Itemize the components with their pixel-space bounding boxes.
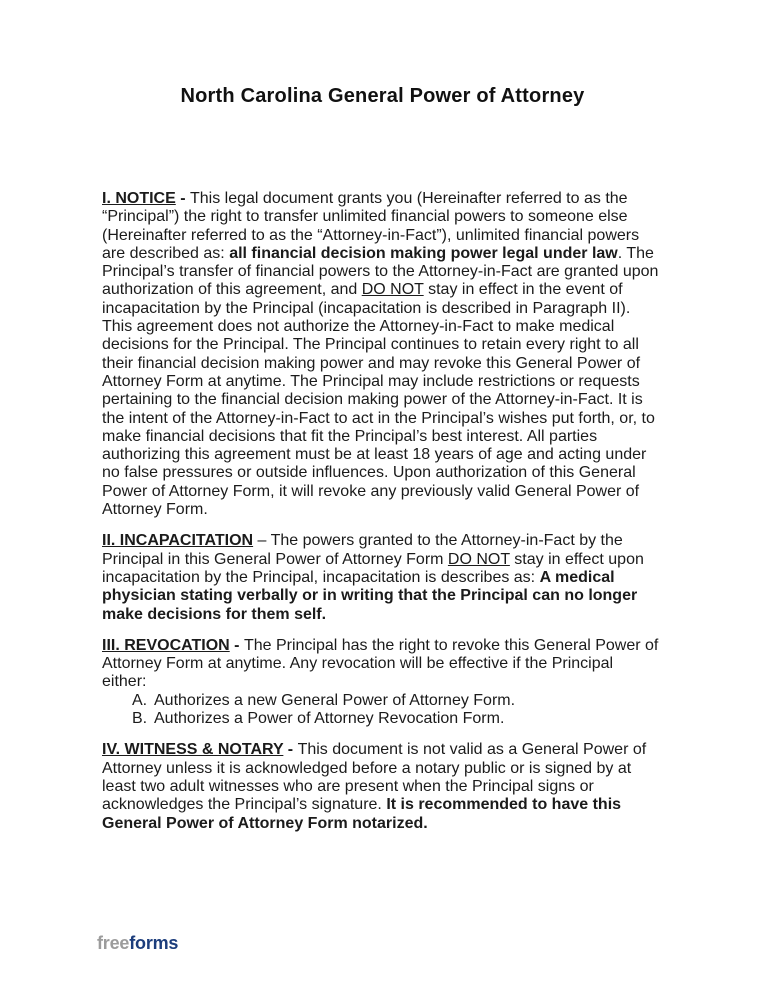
text-run: . The Principal’s transfer of financial powers to the Attorney-in-Fact are granted upon authorization of this agreement, and xyxy=(102,244,659,299)
list-item xyxy=(102,710,660,728)
text-run: IV. WITNESS & NOTARY xyxy=(102,741,284,759)
list-item-label: B. xyxy=(132,710,148,728)
revocation-options-list xyxy=(102,692,660,729)
text-run: III. REVOCATION xyxy=(102,636,230,654)
section-notice xyxy=(102,190,660,519)
section-revocation xyxy=(102,637,660,692)
text-run: This legal document grants you (Hereinafter referred to as the “Principal”) the right to transfer unlimited financial powers to someone else (Hereinafter referred to as the “Attorney-in-Fact”), unlimited financial powers are described as: xyxy=(102,190,640,262)
logo-forms-text: forms xyxy=(129,933,179,953)
text-run: – The powers granted to the Attorney-in-Fact by the Principal in this General Power of Attorney Form xyxy=(102,532,623,568)
text-run: II. INCAPACITATION xyxy=(102,532,254,550)
text-run: A medical physician stating verbally or in writing that the Principal can no longer make decisions for them self. xyxy=(102,568,638,623)
list-item-text: Authorizes a Power of Attorney Revocation Form. xyxy=(154,710,505,728)
document-body xyxy=(102,190,660,846)
section-witness-notary xyxy=(102,741,660,832)
text-run: This document is not valid as a General Power of Attorney unless it is acknowledged before a notary public or is signed by at least two adult witnesses who are present when the Principal signs or acknowledges the Principal’s signature. xyxy=(102,741,647,814)
section-incapacitation xyxy=(102,532,660,623)
text-run: - xyxy=(175,190,190,207)
text-run: DO NOT xyxy=(361,281,424,299)
list-item xyxy=(102,692,660,710)
text-run: stay in effect upon incapacitation by the Principal, incapacitation is describes as: xyxy=(102,550,644,586)
text-run: The Principal has the right to revoke this General Power of Attorney Form at anytime. Any revocation will be effective if the Principal either: xyxy=(102,636,659,691)
footer xyxy=(97,933,178,954)
text-run: It is recommended to have this General Power of Attorney Form notarized. xyxy=(102,796,622,832)
list-item-label: A. xyxy=(132,691,148,709)
text-run: I. NOTICE xyxy=(102,190,176,207)
text-run: all financial decision making power legal under law xyxy=(229,244,618,262)
text-run: - xyxy=(229,636,244,654)
logo-free-text: free xyxy=(97,933,130,953)
list-item-text: Authorizes a new General Power of Attorney Form. xyxy=(154,691,516,709)
text-run: - xyxy=(283,741,298,759)
page-title: North Carolina General Power of Attorney xyxy=(180,85,585,107)
text-run: stay in effect in the event of incapacitation by the Principal (incapacitation is described in Paragraph II). This agreement does not authorize the Attorney-in-Fact to make medical decisions for the Principal. The Principal continues to retain every right to all their financial decision making power and may revoke this General Power of Attorney Form at anytime. The Principal may include restrictions or requests pertaining to the financial decision making power of the Attorney-in-Fact. It is the intent of the Attorney-in-Fact to act in the Principal’s wishes put forth, or, to make financial decisions that fit the Principal’s best interest. All parties authorizing this agreement must be at least 18 years of age and acting under no false pressures or outside influences. Upon authorization of this General Power of Attorney Form, it will revoke any previously valid General Power of Attorney Form. xyxy=(102,281,655,519)
freeforms-logo xyxy=(97,933,178,953)
text-run: DO NOT xyxy=(447,550,510,568)
